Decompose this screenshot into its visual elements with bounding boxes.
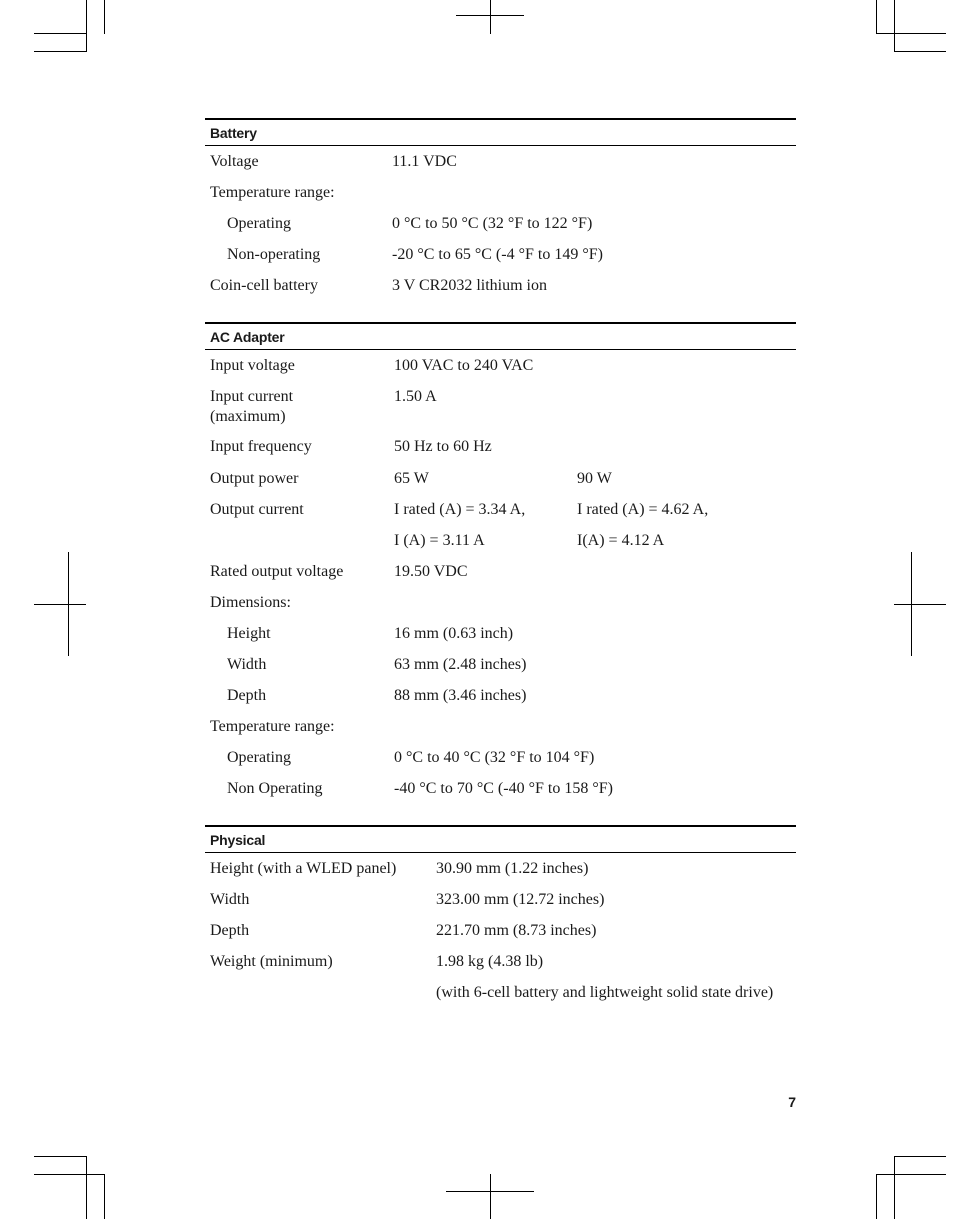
spec-row [205, 779, 796, 810]
registration-mark [911, 552, 912, 656]
registration-mark [68, 552, 69, 656]
spec-value: I (A) = 3.11 A [394, 532, 485, 549]
crop-mark [34, 51, 87, 52]
spec-label: Non-operating [227, 246, 321, 263]
spec-value: 88 mm (3.46 inches) [394, 687, 527, 704]
spec-row [205, 655, 796, 686]
spec-label: Width [227, 656, 267, 673]
spec-value: 221.70 mm (8.73 inches) [436, 922, 597, 939]
crop-mark [894, 1156, 946, 1157]
spec-value: 11.1 VDC [392, 153, 457, 170]
crop-mark [34, 1156, 87, 1157]
crop-mark [876, 33, 946, 34]
spec-value: 323.00 mm (12.72 inches) [436, 891, 605, 908]
spec-label: Dimensions: [210, 594, 291, 611]
spec-label: Input current (maximum) [210, 388, 294, 425]
spec-row [205, 531, 796, 562]
section-title: Battery [205, 118, 796, 146]
spec-label: Coin-cell battery [210, 277, 318, 294]
section-title: Physical [205, 825, 796, 853]
spec-value-alt: 90 W [577, 470, 612, 487]
spec-value: -40 °C to 70 °C (-40 °F to 158 °F) [394, 780, 613, 797]
spec-value: 1.98 kg (4.38 lb) [436, 953, 544, 970]
spec-row [205, 437, 796, 469]
spec-label: Rated output voltage [210, 563, 344, 580]
crop-mark [104, 1174, 105, 1219]
physical-section [205, 825, 796, 1027]
spec-label: Depth [227, 687, 267, 704]
crop-mark [894, 1156, 895, 1219]
spec-label: Output current [210, 501, 304, 518]
spec-row [205, 748, 796, 779]
spec-row [205, 356, 796, 387]
section-title: AC Adapter [205, 322, 796, 350]
spec-label: Width [210, 891, 250, 908]
spec-value: (with 6-cell battery and lightweight solid state drive) [436, 984, 774, 1001]
spec-row [205, 469, 796, 500]
spec-row [205, 387, 796, 437]
spec-value: 0 °C to 40 °C (32 °F to 104 °F) [394, 749, 595, 766]
spec-label: Voltage [210, 153, 259, 170]
ac-adapter-section [205, 322, 796, 810]
spec-row [205, 952, 796, 983]
spec-label: Weight (minimum) [210, 953, 333, 970]
crop-mark [104, 0, 105, 34]
spec-row [205, 500, 796, 531]
crop-mark [876, 1174, 946, 1175]
spec-row [205, 593, 796, 624]
battery-section [205, 118, 796, 307]
spec-value: 50 Hz to 60 Hz [394, 438, 492, 455]
spec-value: 16 mm (0.63 inch) [394, 625, 514, 642]
registration-mark [490, 0, 491, 34]
spec-label: Non Operating [227, 780, 323, 797]
spec-label: Height (with a WLED panel) [210, 860, 397, 877]
spec-row [205, 152, 796, 183]
crop-mark [86, 1156, 87, 1219]
crop-mark [34, 1174, 104, 1175]
spec-value-alt: I rated (A) = 4.62 A, [577, 501, 709, 518]
spec-label: Temperature range: [210, 718, 335, 735]
spec-row [205, 890, 796, 921]
spec-label: Depth [210, 922, 250, 939]
crop-mark [876, 1174, 877, 1219]
spec-label: Output power [210, 470, 299, 487]
spec-row [205, 183, 796, 214]
spec-value: 63 mm (2.48 inches) [394, 656, 527, 673]
spec-row [205, 214, 796, 245]
spec-value-alt: I(A) = 4.12 A [577, 532, 665, 549]
spec-value: I rated (A) = 3.34 A, [394, 501, 526, 518]
spec-value: 100 VAC to 240 VAC [394, 357, 534, 374]
spec-value: 1.50 A [394, 388, 437, 405]
spec-value: 30.90 mm (1.22 inches) [436, 860, 589, 877]
registration-mark [34, 604, 86, 605]
spec-label: Input voltage [210, 357, 295, 374]
spec-value: 3 V CR2032 lithium ion [392, 277, 547, 294]
spec-row [205, 859, 796, 890]
spec-row [205, 983, 796, 1027]
spec-value: 19.50 VDC [394, 563, 468, 580]
crop-mark [86, 0, 87, 52]
crop-mark [876, 0, 877, 34]
spec-row [205, 686, 796, 717]
crop-mark [894, 0, 895, 52]
registration-mark [490, 1174, 491, 1219]
page-number: 7 [788, 1094, 796, 1110]
spec-row [205, 245, 796, 276]
spec-value: 65 W [394, 470, 429, 487]
spec-label: Height [227, 625, 271, 642]
crop-mark [894, 51, 946, 52]
crop-mark [34, 33, 87, 34]
spec-row [205, 921, 796, 952]
spec-label: Input frequency [210, 438, 312, 455]
spec-label: Operating [227, 749, 291, 766]
spec-label: Temperature range: [210, 184, 335, 201]
registration-mark [894, 604, 946, 605]
spec-row [205, 717, 796, 748]
spec-row [205, 562, 796, 593]
spec-value: 0 °C to 50 °C (32 °F to 122 °F) [392, 215, 593, 232]
spec-row [205, 624, 796, 655]
spec-label: Operating [227, 215, 291, 232]
spec-value: -20 °C to 65 °C (-4 °F to 149 °F) [392, 246, 603, 263]
spec-row [205, 276, 796, 307]
